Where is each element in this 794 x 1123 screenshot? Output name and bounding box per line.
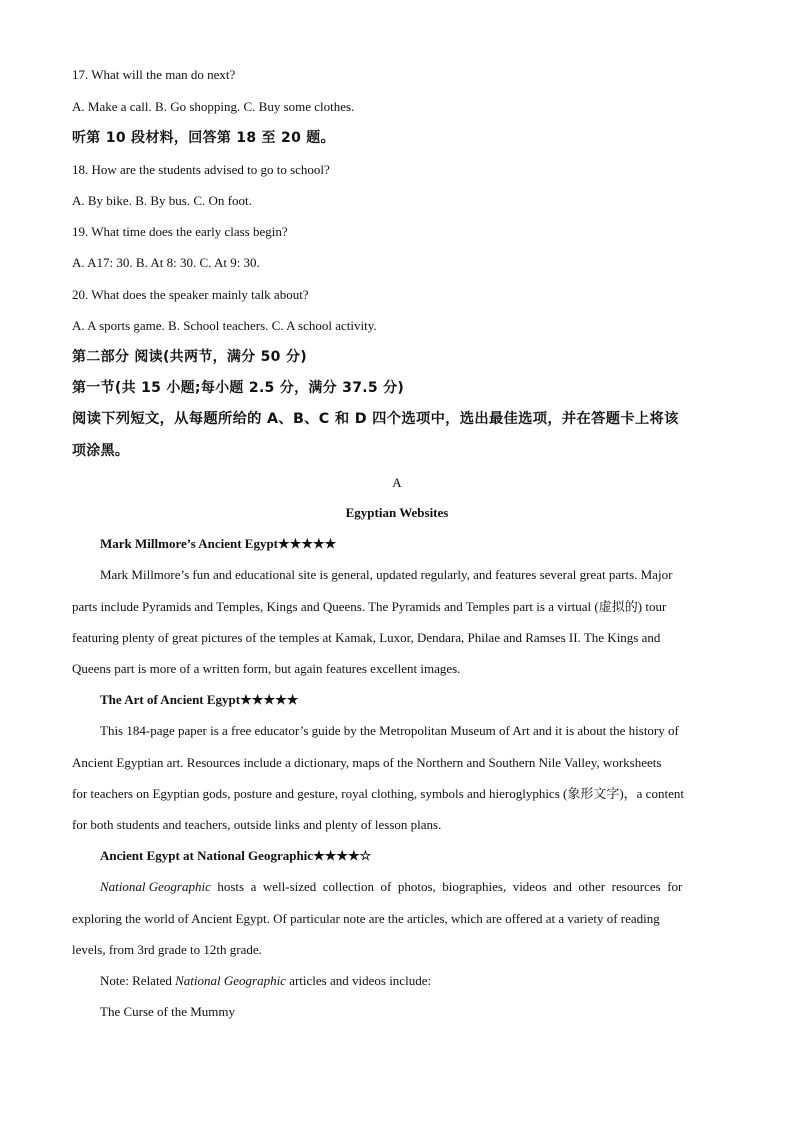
note-suffix: articles and videos include: bbox=[285, 973, 432, 988]
question-20: 20. What does the speaker mainly talk about? bbox=[72, 287, 309, 302]
question-19-options: A. A17: 30. B. At 8: 30. C. At 9: 30. bbox=[72, 255, 260, 270]
passage-letter: A bbox=[392, 475, 402, 490]
site-3-text-line-1 bbox=[100, 878, 750, 896]
instructions-line-2: 项涂黑。 bbox=[72, 443, 130, 459]
question-18-options: A. By bike. B. By bus. C. On foot. bbox=[72, 193, 252, 208]
note-line bbox=[100, 972, 750, 990]
site-1-text-line-2: parts include Pyramids and Temples, Kings and Queens. The Pyramids and Temples part is a virtual (虚拟的) tour bbox=[72, 599, 667, 614]
site-1-text-line-4: Queens part is more of a written form, but again features excellent images. bbox=[72, 661, 461, 676]
site-3-text-line-2: exploring the world of Ancient Egypt. Of particular note are the articles, which are offered at a variety of reading bbox=[72, 911, 660, 926]
instructions-line-1: 阅读下列短文，从每题所给的 A、B、C 和 D 四个选项中，选出最佳选项，并在答题卡上将该 bbox=[72, 411, 679, 427]
site-3-rating: ★★★★☆ bbox=[313, 848, 372, 863]
site-1-heading bbox=[100, 535, 750, 553]
question-19: 19. What time does the early class begin? bbox=[72, 224, 288, 239]
question-18: 18. How are the students advised to go to school? bbox=[72, 162, 330, 177]
publication-name: National Geographic bbox=[100, 879, 211, 894]
site-2-text-line-2: Ancient Egyptian art. Resources include a dictionary, maps of the Northern and Southern Nile Valley, worksheets bbox=[72, 755, 662, 770]
site-3-heading bbox=[100, 847, 750, 865]
note-prefix: Note: Related bbox=[100, 973, 176, 988]
related-item-1: The Curse of the Mummy bbox=[100, 1004, 236, 1019]
site-2-name: The Art of Ancient Egypt bbox=[100, 692, 241, 707]
site-3-name: Ancient Egypt at National Geographic bbox=[100, 848, 314, 863]
site-1-text-line-1: Mark Millmore’s fun and educational site is general, updated regularly, and features several great parts. Major bbox=[100, 567, 673, 582]
question-17: 17. What will the man do next? bbox=[72, 67, 236, 82]
site-3-text-line-3: levels, from 3rd grade to 12th grade. bbox=[72, 942, 262, 957]
question-17-options: A. Make a call. B. Go shopping. C. Buy some clothes. bbox=[72, 99, 355, 114]
section-one-title: 第一节(共 15 小题;每小题 2.5 分，满分 37.5 分) bbox=[72, 380, 405, 396]
question-20-options: A. A sports game. B. School teachers. C. A school activity. bbox=[72, 318, 377, 333]
part-two-title: 第二部分 阅读(共两节，满分 50 分) bbox=[72, 349, 307, 365]
site-2-text-line-1: This 184-page paper is a free educator’s guide by the Metropolitan Museum of Art and it is about the history of bbox=[100, 723, 679, 738]
site-3-text-line-1-rest: hosts a well-sized collection of photos, biographies, videos and other resources for bbox=[210, 879, 683, 894]
site-2-heading bbox=[100, 691, 750, 709]
site-2-text-line-4: for both students and teachers, outside links and plenty of lesson plans. bbox=[72, 817, 442, 832]
section-10-heading: 听第 10 段材料，回答第 18 至 20 题。 bbox=[72, 130, 335, 146]
site-2-text-line-3: for teachers on Egyptian gods, posture and gesture, royal clothing, symbols and hieroglyphics (象形文字)，a content bbox=[72, 786, 684, 801]
passage-title: Egyptian Websites bbox=[345, 505, 449, 520]
site-1-rating: ★★★★★ bbox=[278, 536, 337, 551]
site-1-name: Mark Millmore’s Ancient Egypt bbox=[100, 536, 279, 551]
site-2-rating: ★★★★★ bbox=[240, 692, 299, 707]
note-publication-name: National Geographic bbox=[175, 973, 286, 988]
site-1-text-line-3: featuring plenty of great pictures of the temples at Kamak, Luxor, Dendara, Philae and Ramses II. The Kings and bbox=[72, 630, 661, 645]
